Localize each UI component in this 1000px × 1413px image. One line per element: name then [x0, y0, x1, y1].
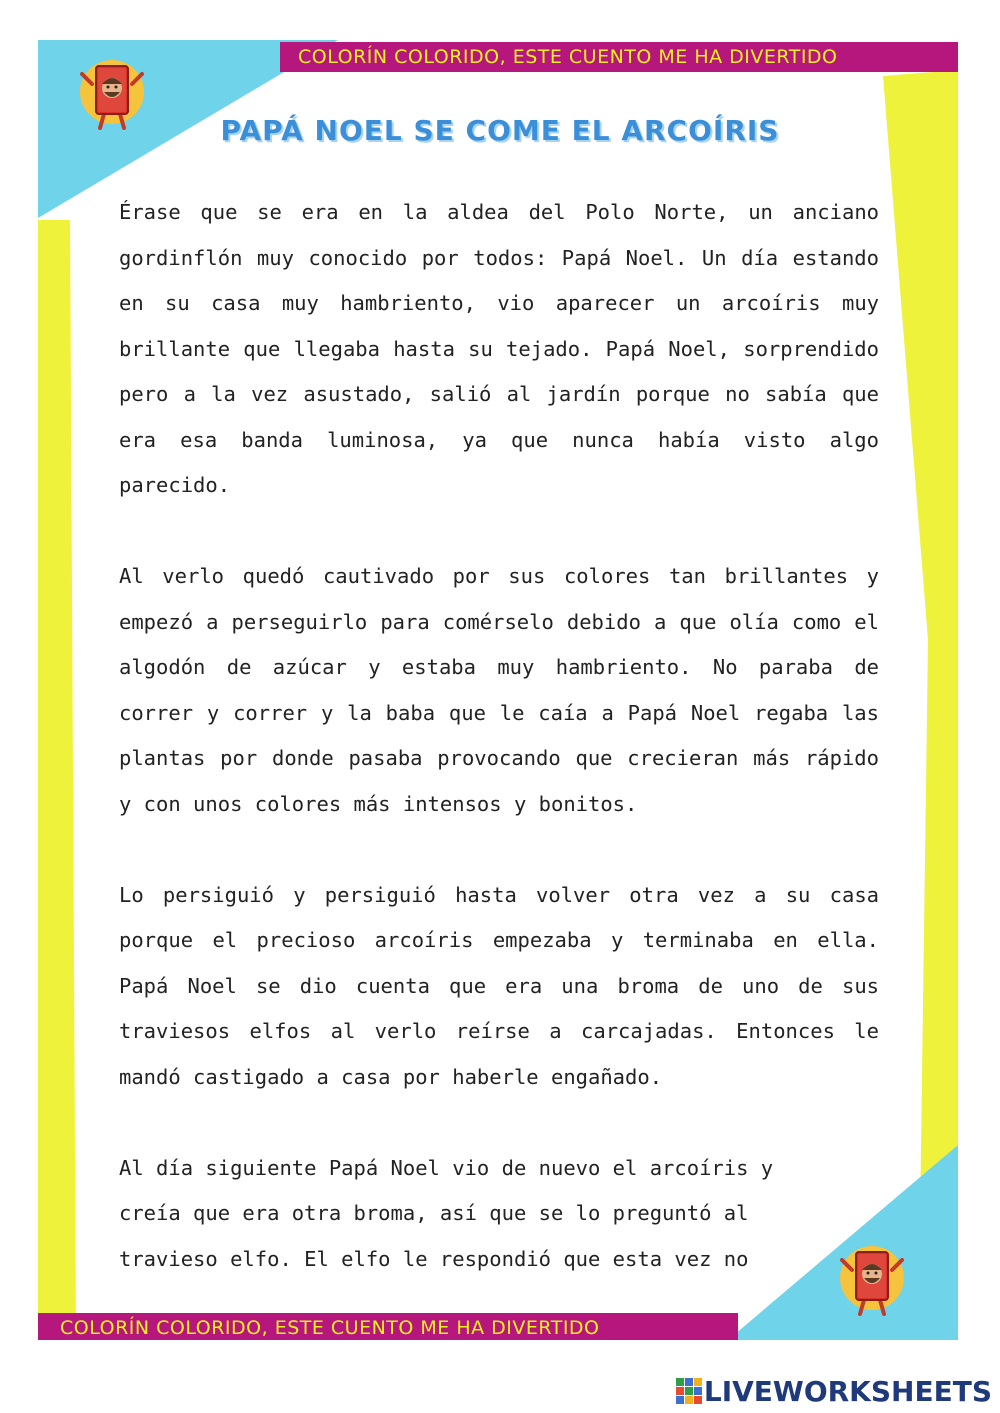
story-paragraph: Al día siguiente Papá Noel vio de nuevo el arcoíris y creía que era otra broma, así que se lo preguntó al travieso elfo. El elfo le respondió que esta vez no — [119, 1155, 774, 1271]
liveworksheets-logo-text: LIVEWORKSHEETS — [703, 1374, 992, 1408]
top-banner-text: COLORÍN COLORIDO, ESTE CUENTO ME HA DIVERTIDO — [298, 46, 838, 68]
top-banner — [280, 42, 958, 72]
story-title: PAPÁ NOEL SE COME EL ARCOÍRIS — [220, 114, 780, 147]
left-yellow-stripe — [38, 220, 76, 1340]
bottom-banner-text: COLORÍN COLORIDO, ESTE CUENTO ME HA DIVERTIDO — [60, 1317, 600, 1339]
liveworksheets-logo — [676, 1376, 992, 1406]
story-paragraph: Érase que se era en la aldea del Polo Norte, un anciano gordinflón muy conocido por todos: Papá Noel. Un día estando en su casa muy hambriento, vio aparecer un arcoíris muy brillante que llegaba hasta su tejado. Papá Noel, sorprendido pero a la vez asustado, salió al jardín porque no sabía que era esa banda luminosa, ya que nunca había visto algo parecido. — [119, 200, 879, 497]
story-paragraph: Lo persiguió y persiguió hasta volver otra vez a su casa porque el precioso arcoíris empezaba y terminaba en ella. Papá Noel se dio cuenta que era una broma de uno de sus traviesos elfos al verlo reírse a carcajadas. Entonces le mandó castigado a casa por haberle engañado. — [119, 882, 879, 1089]
story-paragraph: Al verlo quedó cautivado por sus colores tan brillantes y empezó a perseguirlo para comérselo debido a que olía como el algodón de azúcar y estaba muy hambriento. No paraba de correr y correr y la baba que le caía a Papá Noel regaba las plantas por donde pasaba provocando que crecieran más rápido y con unos colores más intensos y bonitos. — [119, 564, 879, 816]
liveworksheets-logo-icon — [676, 1378, 702, 1404]
story-text — [119, 190, 879, 1328]
